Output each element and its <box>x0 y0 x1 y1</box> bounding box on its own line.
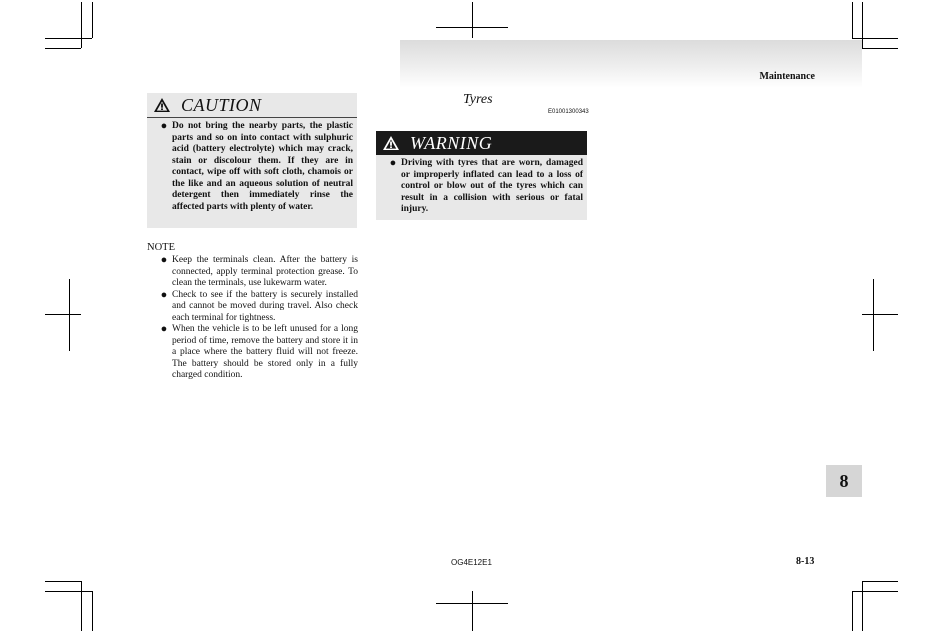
list-item <box>156 290 358 325</box>
crop-mark <box>45 314 81 315</box>
note-text: Keep the terminals clean. After the battery is connected, apply terminal protection grease. To clean the terminals, use lukewarm water. <box>172 255 358 288</box>
section-title: Maintenance <box>759 71 815 82</box>
caution-header <box>147 93 357 118</box>
list-item <box>156 324 358 382</box>
caution-box <box>147 93 357 228</box>
tyres-code: E01001300343 <box>548 109 589 115</box>
warning-header <box>376 131 587 155</box>
bullet: ● <box>389 157 397 169</box>
crop-mark <box>45 591 92 592</box>
crop-mark <box>92 2 93 38</box>
bullet: ● <box>160 120 168 132</box>
crop-mark <box>81 581 82 631</box>
list-item <box>385 158 583 216</box>
crop-mark <box>862 581 898 582</box>
warning-body <box>376 155 587 216</box>
crop-mark <box>862 2 863 48</box>
note-text: Check to see if the battery is securely installed and cannot be moved during travel. Also check each terminal for tightness. <box>172 289 358 323</box>
caution-text: Do not bring the nearby parts, the plastic parts and so on into contact with sulphuric acid (battery electrolyte) which may crack, stain or discolour them. If they are in contact, wipe off with soft cloth, chamois or the like and an aqueous solution of neutral detergent then immediately rinse the affected parts with plenty of water. <box>172 121 353 212</box>
note-heading: NOTE <box>147 242 175 253</box>
crop-mark <box>45 38 92 39</box>
crop-mark <box>472 591 473 631</box>
warning-title: WARNING <box>410 132 493 153</box>
tyres-heading: Tyres <box>463 92 493 107</box>
note-list <box>156 255 358 382</box>
list-item <box>156 255 358 290</box>
crop-mark <box>472 2 473 38</box>
bullet: ● <box>160 323 168 335</box>
crop-mark <box>92 591 93 631</box>
bullet: ● <box>160 288 168 301</box>
crop-mark <box>852 591 898 592</box>
crop-mark <box>45 48 81 49</box>
chapter-tab: 8 <box>826 465 862 497</box>
crop-mark <box>873 279 874 351</box>
page-number: 8-13 <box>796 556 815 567</box>
caution-title: CAUTION <box>181 94 262 115</box>
crop-mark <box>862 48 898 49</box>
crop-mark <box>862 314 898 315</box>
crop-mark <box>862 581 863 631</box>
bullet: ● <box>160 254 168 266</box>
crop-mark <box>81 2 82 48</box>
doc-code: OG4E12E1 <box>451 558 492 567</box>
crop-mark <box>45 581 81 582</box>
crop-mark <box>852 38 898 39</box>
warning-text: Driving with tyres that are worn, damaged or improperly inflated can lead to a loss of control or blow out of the tyres which can result in a collision with serious or fatal injury. <box>401 158 583 214</box>
crop-mark <box>852 591 853 631</box>
crop-mark <box>69 279 70 351</box>
crop-mark <box>852 2 853 38</box>
note-text: When the vehicle is to be left unused for a long period of time, remove the battery and store it in a place where the battery fluid will not freeze. The battery should be stored only in a fully charged condition. <box>172 324 358 380</box>
caution-body <box>147 118 357 213</box>
warning-triangle-icon <box>153 97 171 113</box>
list-item <box>156 121 353 213</box>
warning-triangle-icon <box>382 135 400 151</box>
warning-box <box>376 131 587 220</box>
